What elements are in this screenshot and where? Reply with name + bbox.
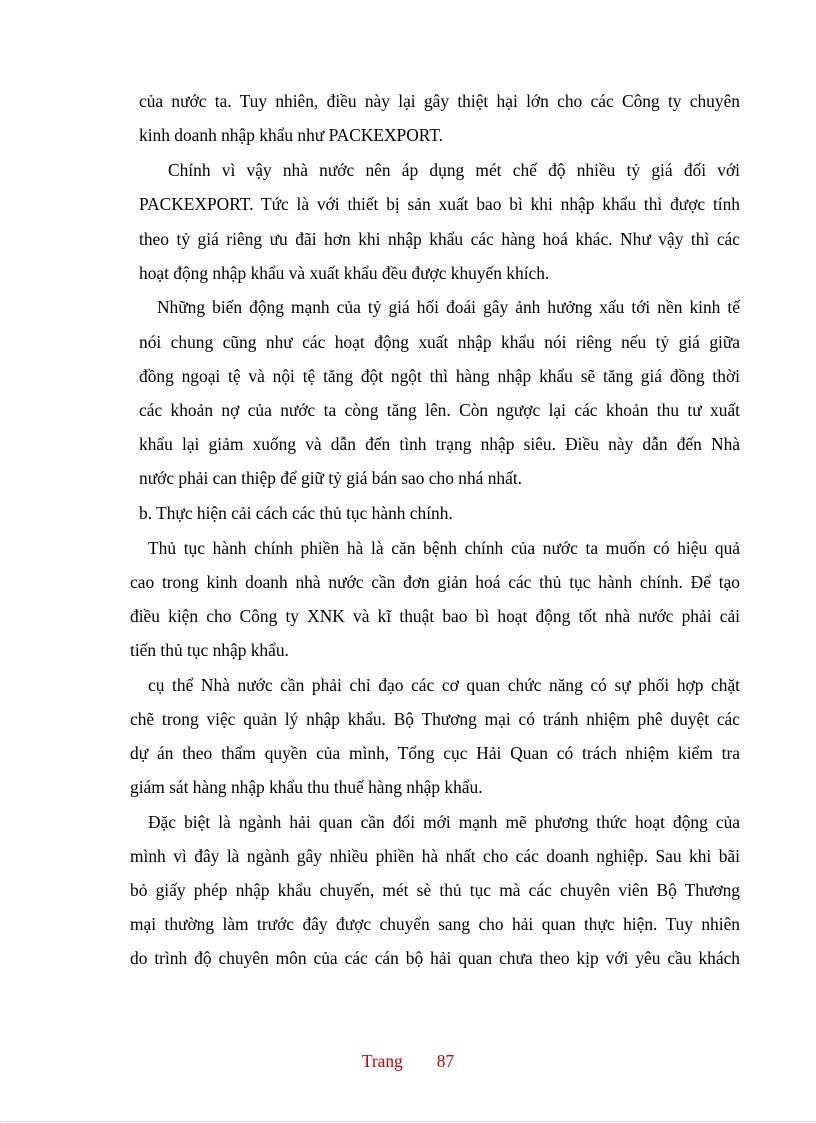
text-line: Chính vì vậy nhà nước nên áp dụng mét chế độ nhiều tỷ giá đối với xyxy=(168,160,740,180)
text-line: điều kiện cho Công ty XNK và kĩ thuật bao bì hoạt động tốt nhà nước phải cải xyxy=(130,606,740,626)
text-line: mình vì đây là ngành gây nhiều phiền hà nhất cho các doanh nghiệp. Sau khi bãi xyxy=(130,846,740,866)
text-line: hoạt động nhập khẩu và xuất khẩu đều được khuyến khích. xyxy=(139,263,550,283)
text-line: tiến thủ tục nhập khẩu. xyxy=(130,640,289,660)
text-line: các khoản nợ của nước ta còng tăng lên. Còn ngược lại các khoản thu tư xuất xyxy=(139,400,740,420)
text-line: Đặc biệt là ngành hải quan cần đổi mới mạnh mẽ phương thức hoạt động của xyxy=(148,812,740,832)
text-line: kinh doanh nhập khẩu như PACKEXPORT. xyxy=(139,125,444,145)
text-line: mại thường làm trước đây được chuyển sang cho hải quan thực hiện. Tuy nhiên xyxy=(130,914,740,934)
text-line: chẽ trong việc quản lý nhập khẩu. Bộ Thương mại có tránh nhiệm phê duyệt các xyxy=(130,709,740,729)
text-line: đồng ngoại tệ và nội tệ tăng đột ngột thì hàng nhập khẩu sẽ tăng giá đồng thời xyxy=(139,366,740,386)
text-line: cao trong kinh doanh nhà nước cần đơn giản hoá các thủ tục hành chính. Để tạo xyxy=(130,572,740,592)
text-line: khẩu lại giảm xuống và dẫn đến tình trạng nhập siêu. Điều này dẫn đến Nhà xyxy=(139,434,740,454)
text-line: bỏ giấy phép nhập khẩu chuyến, mét sè thủ tục mà các chuyên viên Bộ Thương xyxy=(130,880,740,900)
page-number: 87 xyxy=(436,1051,455,1071)
bottom-divider xyxy=(0,1121,816,1122)
text-line: của nước ta. Tuy nhiên, điều này lại gây thiệt hại lớn cho các Công ty chuyên xyxy=(139,91,740,111)
text-line: nói chung cũng như các hoạt động xuất nhập khẩu nói riêng nếu tỷ giá giữa xyxy=(139,332,740,352)
page-label: Trang xyxy=(361,1051,403,1071)
text-line: do trình độ chuyên môn của các cán bộ hải quan chưa theo kịp với yêu cầu khách xyxy=(130,948,740,968)
text-line: nước phải can thiệp để giữ tỷ giá bán sao cho nhá nhất. xyxy=(139,468,522,488)
text-line: cụ thể Nhà nước cần phải chỉ đạo các cơ quan chức năng có sự phối hợp chặt xyxy=(148,675,740,695)
text-line: theo tỷ giá riêng ưu đãi hơn khi nhập khẩu các hàng hoá khác. Như vậy thì các xyxy=(139,229,740,249)
section-heading: b. Thực hiện cải cách các thủ tục hành chính. xyxy=(139,503,453,523)
text-line: dự án theo thẩm quyền của mình, Tổng cục Hải Quan có trách nhiệm kiểm tra xyxy=(130,743,740,763)
text-line: Thủ tục hành chính phiền hà là căn bệnh chính của nước ta muốn có hiệu quả xyxy=(148,538,740,558)
text-line: Những biến động mạnh của tỷ giá hối đoái gây ảnh hưởng xấu tới nền kinh tế xyxy=(157,297,740,317)
text-line: giám sát hàng nhập khẩu thu thuế hàng nhập khẩu. xyxy=(130,777,483,797)
page-footer xyxy=(0,1050,816,1072)
text-line: PACKEXPORT. Tức là với thiết bị sản xuất bao bì khi nhập khẩu thì được tính xyxy=(139,194,740,214)
